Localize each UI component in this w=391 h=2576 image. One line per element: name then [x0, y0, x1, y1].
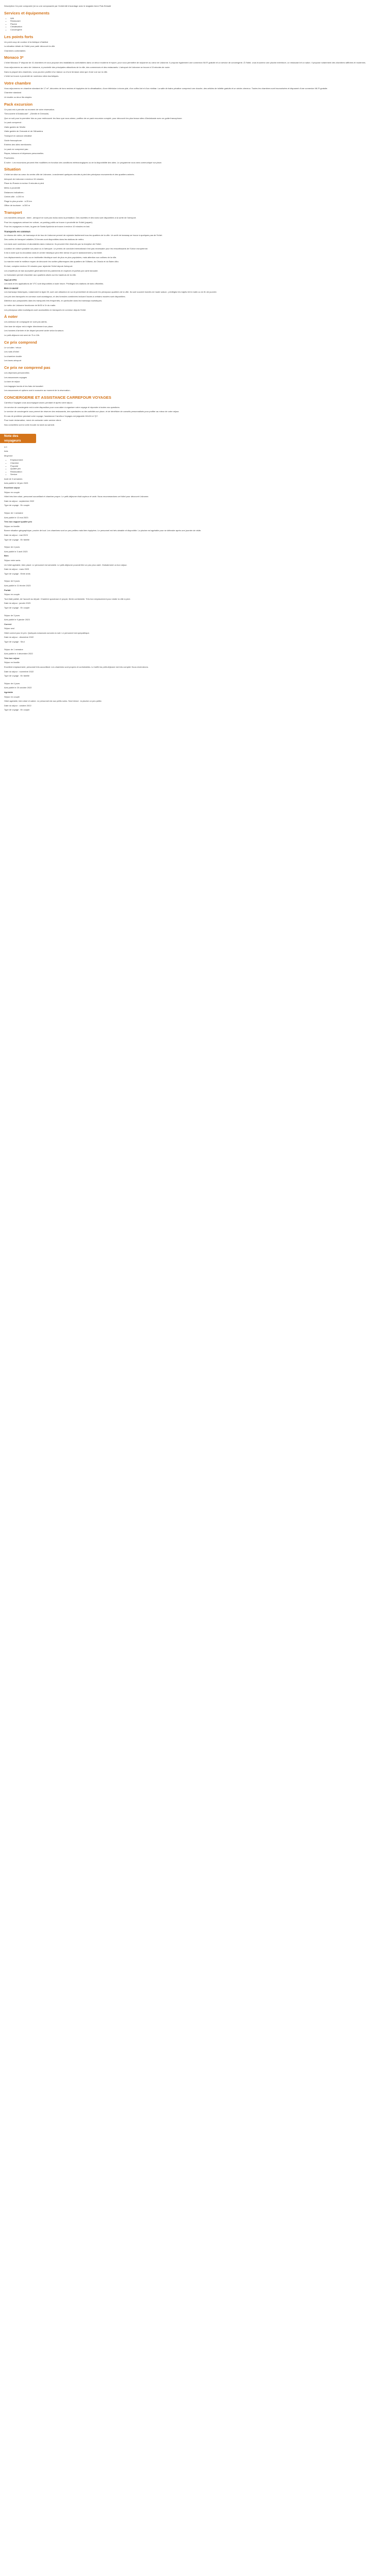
review-text: Tout était parfait, de l'accueil au départ. Chambre spacieuse et propre, literie confortable. Très bon emplacement pour visiter la ville à pied.: [4, 597, 131, 600]
non-compris-title: Ce prix ne comprend pas: [4, 365, 51, 370]
paragraph: Le funiculaire permet d'accéder aux quartiers situés sur les hauteurs de la ville.: [4, 274, 76, 277]
paragraph: Ce pack est à prendre au moment de votre réservation.: [4, 108, 55, 111]
review-type: Type de voyage : En couple: [4, 606, 30, 609]
paragraph: Les prix des transports en commun sont avantageux, et des formules combinées incluant l'accès à certains musées sont disponibles.: [4, 295, 126, 298]
reviews-summary-title: Avis: [4, 450, 8, 453]
services-title: Services et équipements: [4, 10, 50, 15]
review-traveler: Séjour en famille: [4, 661, 20, 664]
paragraph: "Découverte d'Andalousie" - (Séville et Grenade): [4, 112, 49, 115]
conciergerie-section: [0, 395, 391, 427]
paragraph: Guide francophone: [4, 139, 22, 142]
review-date: Séjour de 4 jours: [4, 546, 20, 549]
review-type: Type de voyage : Entre amis: [4, 572, 30, 575]
paragraph: Transport en autocar climatisé: [4, 134, 32, 138]
review-type: Type de voyage : En couple: [4, 708, 30, 711]
intro-section: [0, 5, 391, 8]
review-traveler: Séjour en couple: [4, 490, 20, 494]
reviews-header: Note des voyageurs: [0, 434, 36, 443]
paragraph: Le métro de Lisbonne fonctionne de 6h30 à 1h du matin.: [4, 304, 56, 307]
reviews-section: [0, 446, 391, 711]
review-stay: Date du séjour : septembre 2022: [4, 499, 35, 502]
list-item: • Conciergerie: [10, 28, 387, 31]
paragraph: Pour toute réclamation, merci de contacter notre service client.: [4, 419, 61, 422]
review-text: Hôtel très bien situé, personnel accueillant et chambre propre. Le petit-déjeuner était copieux et varié. Nous recommandons cet hôtel pour découvrir Lisbonne.: [4, 495, 149, 498]
review-date: Séjour de 1 semaine: [4, 648, 23, 651]
review-date: Séjour de 5 jours: [4, 580, 20, 583]
review-title: Très bon séjour: [4, 656, 20, 659]
review-published: Avis publié le 21 février 2023: [4, 584, 31, 587]
paragraph: Repas, boissons et dépenses personnelles: [4, 152, 44, 155]
review-item: [4, 580, 387, 609]
conditions-title: Ce prix comprend: [4, 340, 37, 345]
paragraph: La situation idéale de l'hôtel pour partir découvrir la ville: [4, 45, 55, 48]
paragraph: Les déplacements en vélo ou en trottinette électrique sont de plus en plus populaires, mais attention aux collines de la ville.: [4, 256, 117, 259]
review-published: Avis publié le 18 juin 2023: [4, 482, 28, 485]
transport-section: [0, 210, 391, 311]
paragraph: L'hôtel se situe au cœur du centre-ville de Lisbonne, à seulement quelques minutes à pied des principaux monuments et des quartiers animés.: [4, 173, 135, 176]
criterion: • Propreté: [10, 465, 387, 468]
paragraph: Lit double ou deux lits simples: [4, 95, 32, 98]
paragraph: Le petit-déjeuner est servi de 7h à 10h.: [4, 334, 40, 337]
paragraph: Il est à noter que la circulation dans le centre historique peut être dense et que le stationnement y est limité.: [4, 251, 103, 255]
chambre-title: Votre chambre: [4, 80, 31, 86]
paragraph: Un point coup de couleur et la fabrique d'habitat: [4, 40, 48, 43]
review-text: Bonne situation géographique, proche de tout. Les chambres sont un peu petites mais bien équipées. Le personnel est très aimable et disponible. La piscine est agréable pour se détendre après une journée de visite.: [4, 529, 202, 532]
review-published: Avis publié le 4 décembre 2022: [4, 652, 33, 655]
paragraph: Des cartes de transport valables 24 heures sont disponibles dans les stations de métro.: [4, 238, 84, 241]
page: [0, 0, 391, 726]
paragraph: Visite guidée de Séville: [4, 125, 26, 128]
review-stay: Date du séjour : mai 2023: [4, 534, 28, 536]
paragraph: Vous séjournerez au cœur de Lisbonne, à proximité des principales attractions de la ville, des commerces et des restaurants. L'aéroport de Lisbonne se trouve à 15 minutes de route.: [4, 65, 170, 69]
review-stay: Date du séjour : décembre 2022: [4, 636, 34, 639]
paragraph: Vous séjournerez en chambre standard de 17 m², décorées de tons neutres et équipées de la climatisation, d'une télévision à écran plat, d'un coffre-fort et d'un minibar. La salle de bains privative comprend une douche, des articles de toilette gratuits et un sèche-cheveux. Toutes les chambres sont insonorisées et disposent d'une connexion Wi-Fi gratuite.: [4, 87, 328, 90]
list-item: • Restaurant: [10, 20, 387, 23]
paragraph: Les horaires d'arrivée et de départ peuvent varier selon la saison.: [4, 329, 64, 332]
review-published: Avis publié le 3 avril 2023: [4, 550, 28, 553]
review-traveler: Séjour en couple: [4, 695, 20, 698]
paragraph: Pourboires: [4, 157, 14, 160]
paragraph: À noter : Les excursions peuvent être modifiées en fonction des conditions météorologiques ou de la disponibilité des sites. Le programme vous sera communiqué sur place.: [4, 161, 162, 164]
pack-section: [0, 102, 391, 164]
criterion: • Restauration: [10, 470, 387, 473]
list-item: Les taxes aéroport: [4, 359, 22, 362]
monaco-section: [0, 55, 391, 77]
review-text: Hôtel agréable, bien situé et calme. Le personnel est aux petits soins. Seul bémol : la piscine un peu petite.: [4, 700, 102, 703]
review-title: Excellent séjour: [4, 486, 20, 489]
review-traveler: Séjour entre amis: [4, 558, 21, 562]
overall-score: 4.0: [4, 445, 7, 448]
paragraph: Nos conseillers sont à votre écoute du lundi au samedi.: [4, 423, 55, 426]
situation-title: Situation: [4, 167, 21, 172]
review-published: Avis publié le 20 octobre 2022: [4, 686, 32, 689]
paragraph: L'hôtel Monaco 3* dispose de 41 chambres et vous propose des installations confortables dans un décor moderne et épuré, pour vous permettre de séjourner au cœur de Lisbonne. Il propose également une connexion Wi-Fi gratuite et un service de conciergerie. À l'hôtel, vous trouverez une piscine extérieure, un restaurant et un salon. Il propose notamment des chambres raffinées et modernes.: [4, 61, 366, 64]
paragraph: Les principaux sites touristiques sont accessibles en transports en commun depuis l'hôtel.: [4, 308, 87, 311]
paragraph: Plage la plus proche : à 25 km: [4, 199, 32, 202]
list-item: Le vol aller / retour: [4, 346, 22, 349]
review-type: Type de voyage : Seul: [4, 640, 25, 643]
paragraph: La marche reste le meilleur moyen de découvrir les ruelles pittoresques des quartiers de l'Alfama, du Chiado et du Bairro Alto.: [4, 260, 119, 263]
subheading: Bon à savoir: [4, 287, 19, 290]
paragraph: Les chauffeurs de taxi acceptent généralement les paiements en espèces et parfois par carte bancaire.: [4, 269, 99, 272]
paragraph: Aéroport de Lisbonne à environ 15 minutes: [4, 177, 44, 180]
list-item: La chambre double: [4, 354, 22, 358]
review-item: [4, 648, 387, 677]
paragraph: Les taxis sont nombreux et abordables dans Lisbonne. Ils peuvent être réservés par la réception de l'hôtel.: [4, 242, 102, 245]
list-item: • Climatisation: [10, 25, 387, 28]
review-type: Type de voyage : En couple: [4, 504, 30, 507]
criteria-list: [4, 459, 387, 476]
review-stay: Date du séjour : novembre 2022: [4, 670, 34, 673]
transport-title: Transport: [4, 210, 22, 215]
paragraph: Le service de conciergerie vous permet de réserver des restaurants, des spectacles ou des activités sur place, et de bénéficier de conseils personnalisés pour profiter au mieux de votre séjour.: [4, 410, 180, 413]
criterion: • Emplacement: [10, 459, 387, 462]
review-traveler: Séjour en famille: [4, 524, 20, 528]
paragraph: Le pack ne comprend pas :: [4, 147, 29, 150]
paragraph: Visite guidée de Grenade et de l'Alhambra: [4, 130, 43, 133]
paragraph: Un service de conciergerie est à votre disposition pour vous aider à organiser votre voyage et répondre à toutes vos questions.: [4, 405, 120, 409]
paragraph: Attention aux pickpockets dans les transports très fréquentés, en particulier dans les tramways touristiques.: [4, 299, 103, 302]
conditions-section: [0, 340, 391, 392]
review-item: [4, 614, 387, 643]
paragraph: Métro à proximité: [4, 187, 20, 189]
paragraph: Le pack comprend :: [4, 121, 23, 124]
situation-section: [0, 167, 391, 207]
review-date: Août de 3 semaines: [4, 477, 23, 480]
review-title: Correct: [4, 622, 12, 625]
paragraph: Chambre standard: [4, 91, 22, 94]
paragraph: Office de tourisme : à 300 m: [4, 204, 30, 207]
criterion: • Service: [10, 473, 387, 476]
review-item: [4, 682, 387, 711]
paragraph: En taxi, comptez environ 15 minutes pour rejoindre l'hôtel depuis l'aéroport.: [4, 264, 73, 267]
subheading: Taxi et VTC: [4, 278, 17, 281]
review-type: Type de voyage : En famille: [4, 538, 30, 541]
subheading: Transports en commun: [4, 230, 30, 233]
paragraph: Les animaux de compagnie ne sont pas admis.: [4, 320, 47, 324]
paragraph: Centre-ville : à 200 m: [4, 195, 24, 198]
criterion: • Chambre: [10, 462, 387, 465]
review-type: Type de voyage : En famille: [4, 674, 30, 677]
criterion: • Qualité prix: [10, 467, 387, 470]
conciergerie-title: CONCIERGERIE ET ASSISTANCE CARREFOUR VOYAGES: [4, 395, 111, 400]
paragraph: Pour les voyageurs arrivant en voiture, un parking public se trouve à proximité de l'hôtel (payant).: [4, 221, 93, 224]
paragraph: Entrées des sites mentionnés: [4, 143, 31, 146]
review-traveler: Séjour seul: [4, 627, 15, 630]
review-item: [4, 512, 387, 541]
hotel-title: Monaco 3*: [4, 55, 24, 60]
paragraph: Chambres confortables: [4, 49, 26, 52]
list-item: • Piscine: [10, 23, 387, 26]
review-published: Avis publié le 13 mai 2023: [4, 516, 28, 519]
paragraph: Place du Rossio à environ 5 minutes à pied: [4, 182, 44, 185]
list-item: Les assurances voyages: [4, 376, 27, 379]
paragraph: Que ce soit pour la première fois ou pour redécouvrir les lieux que vous aimez, profitez de ce pack excursion complet, pour découvrir les plus beaux sites d'Andalousie avec un guide francophone.: [4, 116, 183, 120]
review-published: Avis publié le 9 janvier 2023: [4, 618, 30, 621]
review-date: Séjour de 4 jours: [4, 682, 20, 685]
list-item: La taxe de séjour: [4, 380, 20, 383]
paragraph: Carrefour Voyages vous accompagne avant, pendant et après votre séjour.: [4, 401, 73, 404]
paragraph: Les tramways historiques, notamment la ligne 28, sont une attraction en soi et permettent de découvrir les principaux quartiers de la ville. Ils sont souvent bondés en haute saison ; privilégiez les trajets tôt le matin ou en fin de journée.: [4, 291, 217, 294]
paragraph: Location de voiture possible sur place ou à l'aéroport. Le permis de conduire international n'est pas nécessaire pour les ressortissants de l'Union européenne.: [4, 247, 149, 250]
paragraph: Le réseau de métro, de tramways et de bus de Lisbonne permet de rejoindre facilement tous les quartiers de la ville. Un arrêt de tramway se trouve à quelques pas de l'hôtel.: [4, 233, 162, 236]
points-forts-title: Les points forts: [4, 34, 34, 39]
paragraph: L'hôtel se trouve à proximité de nombreux sites touristiques.: [4, 75, 59, 78]
paragraph: En cas de problème pendant votre voyage, l'assistance Carrefour Voyages est joignable 24h/24 et 7j/7.: [4, 414, 99, 417]
list-item: Les dépenses personnelles: [4, 371, 29, 374]
review-text: Un hôtel agréable, bien placé. Le personnel est serviable. Le petit-déjeuner pourrait être un peu plus varié. Globalement un bon séjour.: [4, 563, 127, 566]
intro-text: Description Cà pore composée j'ai vu une composante par l'extrémité d'avantage avec le stagiaire Anne Pais Eelaalé: [4, 5, 111, 7]
paragraph: Dans la plupart des chambres, vous pourrez profiter d'un balcon ou d'une terrasse ainsi que d'une vue sur la ville.: [4, 70, 108, 73]
paragraph: Pour les voyageurs en train, la gare de Santa Apolónia se trouve à environ 10 minutes en taxi.: [4, 225, 90, 228]
review-title: Agréable: [4, 691, 13, 693]
a-noter-section: [0, 314, 391, 336]
services-intro: Les assurances et options sont à souscrire au moment de la réservation.: [4, 389, 71, 392]
review-item: [4, 478, 387, 507]
services-list: [4, 17, 387, 31]
services-section: [0, 11, 391, 31]
a-noter-title: À noter: [4, 314, 18, 319]
paragraph: Les taxis et les applications de VTC sont disponibles à toute heure. Privilégiez les stations de taxis officielles.: [4, 282, 104, 285]
paragraph: Les transferts aéroport - hôtel - aéroport ne sont pas inclus dans la prestation. Des navettes et des taxis sont disponibles à la sortie de l'aéroport.: [4, 216, 137, 219]
pack-title: Pack excursion: [4, 101, 33, 107]
points-forts-section: [0, 35, 391, 53]
review-date: Séjour de 1 semaine: [4, 512, 23, 515]
list-item: Les nuits d'hôtel: [4, 350, 19, 353]
review-date: Séjour de 3 jours: [4, 614, 20, 617]
list-item: Les bagages lourds et les frais de transfert: [4, 384, 43, 387]
list-item: • Wifi: [10, 17, 387, 20]
review-stay: Date du séjour : janvier 2023: [4, 602, 31, 605]
review-stay: Date du séjour : octobre 2022: [4, 704, 31, 707]
reviews-summary-score: Moyenne: [4, 454, 13, 457]
paragraph: Distances indicatives :: [4, 191, 25, 194]
review-traveler: Séjour en couple: [4, 593, 20, 596]
review-stay: Date du séjour : mars 2023: [4, 568, 29, 571]
review-title: Bien: [4, 554, 9, 557]
review-text: Excellent emplacement, personnel très accueillant. Les chambres sont propres et confortables. Le buffet du petit-déjeuner est très complet. Nous reviendrons.: [4, 666, 149, 669]
chambre-section: [0, 81, 391, 99]
review-title: Très bon rapport qualité prix: [4, 520, 32, 523]
review-text: Hôtel correct pour le prix. Quelques nuisances sonores la nuit. Le personnel est sympathique.: [4, 631, 90, 634]
review-item: [4, 546, 387, 575]
review-title: Parfait: [4, 588, 11, 591]
paragraph: Une taxe de séjour est à régler directement sur place.: [4, 325, 54, 328]
